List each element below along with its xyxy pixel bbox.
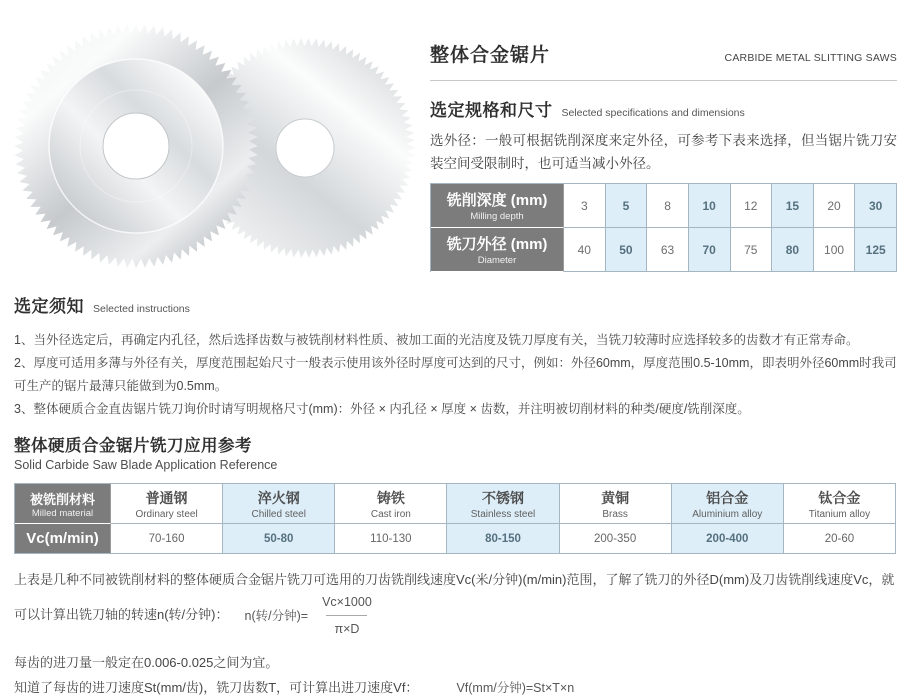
application-table [14,483,896,554]
vc-value: 110-130 [335,524,447,554]
vc-value: 200-350 [560,524,672,554]
spec-heading-en: Selected specifications and dimensions [561,107,745,119]
rpm-formula-fraction [314,591,380,640]
table-cell: 3 [564,184,606,228]
instruction-item: 3、整体硬质合金直齿锯片铣刀询价时请写明规格尺寸(mm)：外径 × 内孔径 × 厚度 × 齿数，并注明被切削材料的种类/硬度/铣削深度。 [14,402,750,416]
right-column [430,40,897,272]
material-name: 黄铜 [601,489,630,506]
spec-intro-paragraph: 选外径：一般可根据铣削深度来定外径，可参考下表来选择，但当锯片铣刀安装空间受限制时，也可适当减小外径。 [430,133,897,171]
notes-text-1: 上表是几种不同被铣削材料的整体硬质合金锯片铣刀可选用的刀齿铣削线速度Vc(米/分钟)(m/min)范围，了解了铣刀的外径D(mm)及刀齿铣削线速度Vc，就可以计算出铣刀轴的转速n(转/分钟)： [14,572,895,622]
table-cell: 8 [647,184,689,228]
material-name: 铝合金 [706,489,749,506]
vc-value: 70-160 [111,524,223,554]
table-cell: 12 [731,184,773,228]
material-name: 钛合金 [818,489,861,506]
table-cell: 125 [855,228,897,272]
instruction-item: 2、厚度可适用多薄与外径有关，厚度范围起始尺寸一般表示使用该外径时厚度可达到的尺寸，例如：外径60mm，厚度范围0.5-10mm，即表明外径60mm时我司可生产的锯片最薄只能做到为0.5mm。 [14,356,897,393]
page-title-english: CARBIDE METAL SLITTING SAWS [724,52,897,64]
rpm-formula-lhs: n(转/分钟)= [244,608,309,623]
saw-blades-image [2,6,426,290]
table-cell: 30 [855,184,897,228]
depth-label-cn: 铣削深度 (mm) [446,192,548,209]
instruction-item: 1、当外径选定后，再确定内孔径，然后选择齿数与被铣削材料性质、被加工面的光洁度及铣刀厚度有关，当铣刀较薄时应选择较多的齿数才有正常寿命。 [14,333,859,347]
table-cell: 40 [564,228,606,272]
saw-blade-shapes [14,24,415,268]
rpm-formula-denominator: π×D [326,615,367,640]
table-cell: 20 [814,184,856,228]
page-title: 整体合金锯片 [430,45,551,66]
notes-paragraph-2: 每齿的进刀量一般定在0.006-0.025之间为宜。 [14,655,279,670]
spec-section-heading [430,96,897,121]
application-heading-en: Solid Carbide Saw Blade Application Reference [14,458,278,472]
notes-paragraph-1 [14,569,902,640]
material-header [560,484,672,524]
instructions-section [14,292,900,421]
feed-rate-formula: Vf(mm/分钟)=St×T×n [456,681,575,695]
material-name-en: Aluminium alloy [692,508,763,520]
table-cell: 63 [647,228,689,272]
material-name-en: Ordinary steel [135,508,198,520]
instructions-heading [14,292,900,317]
material-name-en: Titanium alloy [808,508,871,520]
vc-row-header [15,524,111,554]
depth-label-en: Milling depth [470,211,524,222]
material-name: 普通钢 [145,489,188,506]
instructions-heading-en: Selected instructions [93,303,190,315]
material-header [111,484,223,524]
size-table [430,183,897,272]
table-cell: 15 [772,184,814,228]
table-cell: 70 [689,228,731,272]
material-name: 淬火钢 [257,489,300,506]
page-header [430,40,897,81]
size-table-header-depth [431,184,564,228]
material-name: 不锈钢 [481,489,524,506]
material-name: 铸铁 [376,489,405,506]
material-name-en: Cast iron [370,508,411,520]
vc-label: Vc(m/min) [26,530,99,547]
vc-value: 50-80 [223,524,335,554]
material-name-en: Chilled steel [251,508,306,520]
material-header [784,484,896,524]
application-table-corner [15,484,111,524]
instructions-heading-cn: 选定须知 [14,297,84,316]
table-cell: 10 [689,184,731,228]
application-heading-cn: 整体硬质合金锯片铣刀应用参考 [14,437,252,455]
table-cell: 5 [606,184,648,228]
instructions-list [14,329,900,421]
notes-text-3: 知道了每齿的进刀速度St(mm/齿)，铣刀齿数T，可计算出进刀速度Vf： [14,680,419,695]
table-cell: 50 [606,228,648,272]
vc-value: 80-150 [447,524,559,554]
application-section [14,432,896,554]
material-header [672,484,784,524]
corner-label-cn: 被铣削材料 [29,491,95,507]
diameter-label-en: Diameter [477,255,517,266]
vc-value: 200-400 [672,524,784,554]
material-header [447,484,559,524]
spec-heading-cn: 选定规格和尺寸 [430,101,553,120]
table-cell: 80 [772,228,814,272]
vc-value: 20-60 [784,524,896,554]
material-name-en: Stainless steel [470,508,536,520]
corner-label-en: Milled material [31,507,94,519]
material-header [335,484,447,524]
rpm-formula-numerator: Vc×1000 [322,595,372,609]
table-cell: 75 [731,228,773,272]
notes-section [14,569,902,699]
material-header [223,484,335,524]
size-table-header-diameter [431,228,564,272]
rpm-formula [245,591,380,640]
table-cell: 100 [814,228,856,272]
diameter-label-cn: 铣刀外径 (mm) [446,236,548,253]
material-name-en: Brass [602,508,628,520]
